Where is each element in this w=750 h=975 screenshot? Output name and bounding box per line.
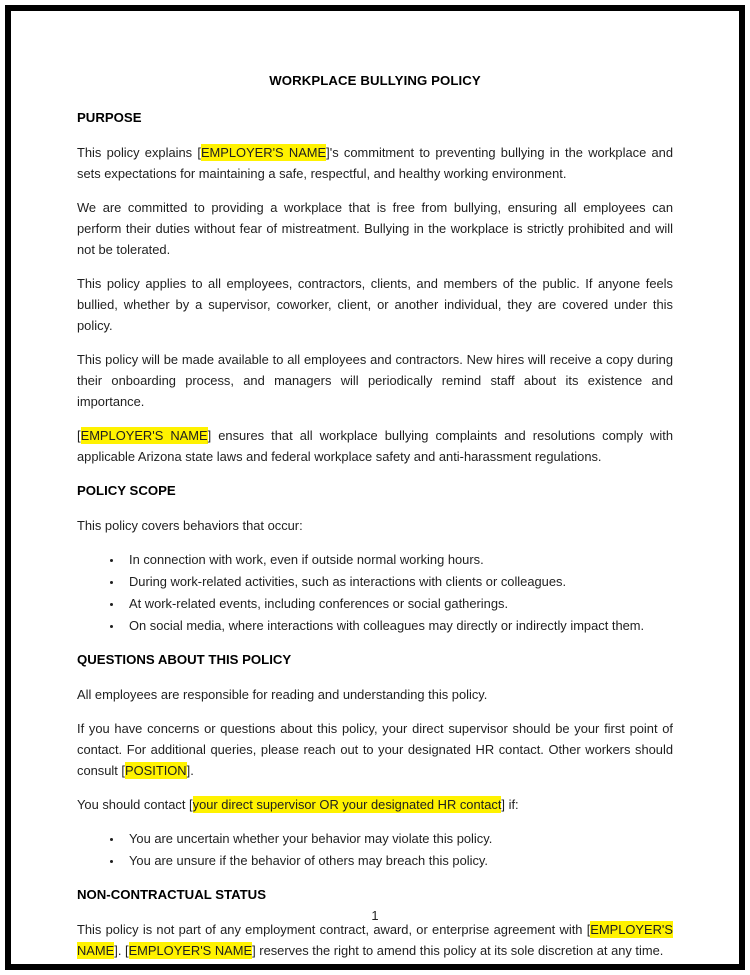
paragraph <box>77 718 673 781</box>
paragraph-text: ] ensures that all workplace bullying complaints and resolutions comply with applicable Arizona state laws and federal workplace safety and anti-harassment regulations. <box>77 428 673 464</box>
section-heading: NON-CONTRACTUAL STATUS <box>77 887 267 902</box>
paragraph <box>77 515 673 536</box>
document-title: WORKPLACE BULLYING POLICY <box>269 73 481 88</box>
paragraph-text: ]. [ <box>114 943 129 958</box>
bullet-list <box>77 549 673 636</box>
placeholder-highlight: EMPLOYER'S NAME <box>77 922 673 958</box>
paragraph-text: We are committed to providing a workplace that is free from bullying, ensuring all employees can perform their duties without fear of mistreatment. Bullying in the workplace is strictly prohibited and will not be tolerated. <box>77 200 673 257</box>
page-number: 1 <box>371 908 379 923</box>
section-heading: PURPOSE <box>77 110 142 125</box>
paragraph-text: If you have concerns or questions about this policy, your direct supervisor should be your first point of contact. For additional queries, please reach out to your designated HR contact. Other workers should consult [ <box>77 721 673 778</box>
paragraph-text: This policy applies to all employees, contractors, clients, and members of the public. If anyone feels bullied, whether by a supervisor, coworker, client, or another individual, they are covered under this policy. <box>77 276 673 333</box>
paragraph <box>77 142 673 184</box>
paragraph-text: All employees are responsible for reading and understanding this policy. <box>77 687 488 702</box>
paragraph <box>77 919 673 961</box>
bullet-item: • On social media, where interactions with colleagues may directly or indirectly impact them. <box>123 615 673 636</box>
paragraph <box>77 794 673 815</box>
paragraph-text: ] reserves the right to amend this policy at its sole discretion at any time. <box>252 943 664 958</box>
placeholder-highlight: EMPLOYER'S NAME <box>200 145 327 160</box>
placeholder-highlight: POSITION <box>125 763 187 778</box>
bullet-list <box>77 828 673 871</box>
paragraph <box>77 349 673 412</box>
paragraph-text: This policy is not part of any employment contract, award, or enterprise agreement with [ <box>77 922 591 937</box>
paragraph <box>77 684 673 705</box>
bullet-item: • You are uncertain whether your behavior may violate this policy. <box>123 828 673 849</box>
paragraph-text: [ <box>77 428 81 443</box>
paragraph-text: You should contact [ <box>77 797 193 812</box>
paragraph <box>77 197 673 260</box>
section-heading: QUESTIONS ABOUT THIS POLICY <box>77 652 292 667</box>
section-heading: POLICY SCOPE <box>77 483 176 498</box>
document-content <box>77 70 673 974</box>
bullet-item: • In connection with work, even if outside normal working hours. <box>123 549 673 570</box>
paragraph-text: This policy will be made available to all employees and contractors. New hires will receive a copy during their onboarding process, and managers will periodically remind staff about its existence and importance. <box>77 352 673 409</box>
paragraph-text: ] if: <box>501 797 519 812</box>
paragraph <box>77 425 673 467</box>
bullet-item: • You are unsure if the behavior of others may breach this policy. <box>123 850 673 871</box>
paragraph-text: This policy covers behaviors that occur: <box>77 518 303 533</box>
paragraph-text: ]. <box>186 763 194 778</box>
paragraph-text: ]'s commitment to preventing bullying in the workplace and sets expectations for maintaining a safe, respectful, and healthy working environment. <box>77 145 673 181</box>
bullet-item: • During work-related activities, such as interactions with clients or colleagues. <box>123 571 673 592</box>
paragraph-text: This policy explains [ <box>77 145 201 160</box>
bullet-item: • At work-related events, including conferences or social gatherings. <box>123 593 673 614</box>
placeholder-highlight: EMPLOYER'S NAME <box>128 943 253 958</box>
placeholder-highlight: EMPLOYER'S NAME <box>80 428 208 443</box>
placeholder-highlight: your direct supervisor OR your designated HR contact <box>192 797 502 812</box>
paragraph <box>77 273 673 336</box>
